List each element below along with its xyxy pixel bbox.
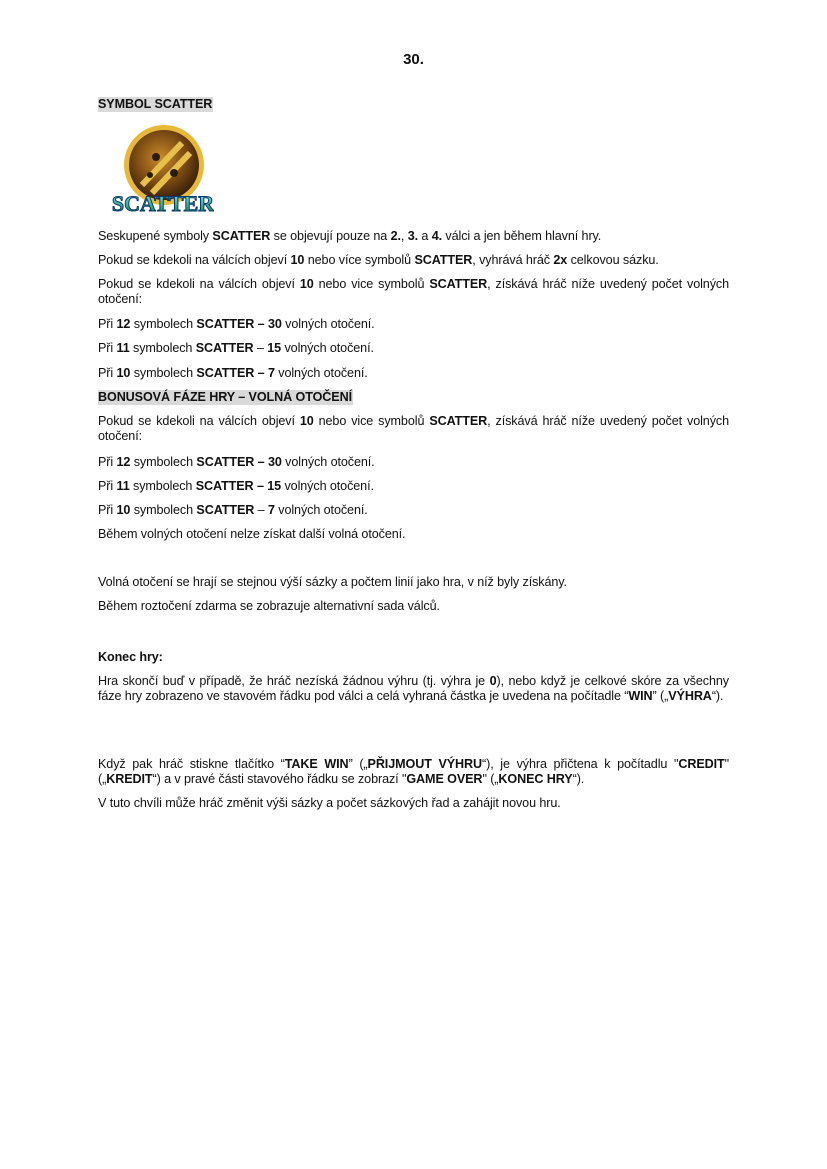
bold-text: SCATTER xyxy=(429,277,488,291)
text: , xyxy=(400,229,408,243)
text: – xyxy=(253,341,268,355)
text: celkovou sázku. xyxy=(567,253,659,267)
text: volných otočení. xyxy=(281,317,375,331)
bold-text: 10 xyxy=(299,277,314,291)
text: Při xyxy=(98,317,117,331)
text: symbolech xyxy=(130,503,197,517)
text: Pokud se kdekoli na válcích objeví xyxy=(98,277,300,291)
bold-text: SCATTER – 15 xyxy=(195,479,282,493)
text: V tuto chvíli může hráč změnit výši sázky a počet sázkových řad a zahájit novou hru. xyxy=(98,796,561,810)
text: symbolech xyxy=(129,341,196,355)
bold-text: 10 xyxy=(299,414,314,428)
bold-text: 11 xyxy=(116,479,130,493)
text: “), je výhra přičtena k počítadlu " xyxy=(482,757,679,771)
text: , získává hráč níže uvedený počet volných otočení: xyxy=(98,414,730,443)
text: se objevují pouze na xyxy=(270,229,391,243)
text: Pokud se kdekoli na válcích objeví xyxy=(98,253,291,267)
text: – xyxy=(254,503,268,517)
text: nebo vice symbolů xyxy=(313,277,430,291)
paragraph xyxy=(98,527,729,542)
bold-text: 2. xyxy=(390,229,401,243)
paragraph xyxy=(98,414,729,443)
heading-text: SYMBOL SCATTER xyxy=(98,97,213,111)
text: “) a v pravé části stavového řádku se zobrazí " xyxy=(152,771,407,786)
text: Při xyxy=(98,479,117,493)
text: " („ xyxy=(482,771,499,786)
bold-text: VÝHRA xyxy=(668,688,712,703)
text: volných otočení. xyxy=(281,455,375,469)
bold-text: 10 xyxy=(116,366,131,380)
text: ” („ xyxy=(652,688,669,703)
scatter-logo-text: SCATTER xyxy=(112,191,214,216)
bold-text: SCATTER – 7 xyxy=(196,366,275,380)
bold-text: 4. xyxy=(431,229,443,243)
paragraph xyxy=(98,674,729,703)
bold-text: SCATTER xyxy=(414,253,473,267)
bold-text: 10 xyxy=(290,253,305,267)
bold-text: SCATTER xyxy=(196,503,255,517)
bold-text: 2x xyxy=(553,253,568,267)
bold-text: SCATTER – 30 xyxy=(196,455,282,469)
text: , vyhrává hráč xyxy=(472,253,554,267)
text: , získává hráč níže uvedený počet volných otočení: xyxy=(98,277,730,306)
text: Pokud se kdekoli na válcích objeví xyxy=(98,414,300,428)
section-heading-bonus xyxy=(98,390,729,405)
bold-text: WIN xyxy=(628,688,653,703)
text: válci a jen během hlavní hry. xyxy=(442,229,602,243)
text: ), nebo když je celkové skóre za všechny fáze hry zobrazeno ve stavovém řádku pod válci a celá vyhraná částka je uvedena na počítadle “ xyxy=(98,674,729,703)
heading-text: BONUSOVÁ FÁZE HRY – VOLNÁ OTOČENÍ xyxy=(98,390,352,404)
text: “). xyxy=(711,688,724,703)
text: symbolech xyxy=(129,479,196,493)
text: volných otočení. xyxy=(274,503,368,517)
bold-text: PŘIJMOUT VÝHRU xyxy=(367,757,483,771)
text: Seskupené symboly xyxy=(98,229,213,243)
bold-text: SCATTER – 30 xyxy=(196,317,282,331)
paragraph xyxy=(98,796,729,811)
text: nebo více symbolů xyxy=(304,253,415,267)
paragraph xyxy=(98,575,729,590)
text: Během roztočení zdarma se zobrazuje alternativní sada válců. xyxy=(98,599,440,613)
paragraph xyxy=(98,277,729,306)
text: Během volných otočení nelze získat další volná otočení. xyxy=(98,527,406,541)
bold-text: SCATTER xyxy=(212,229,271,243)
text: Při xyxy=(98,341,117,355)
bold-text: KONEC HRY xyxy=(498,771,573,786)
text: Hra skončí buď v případě, že hráč nezíská žádnou výhru (tj. výhra je xyxy=(98,674,490,688)
text: ” („ xyxy=(348,757,368,771)
scatter-symbol-icon xyxy=(112,123,214,218)
paragraph xyxy=(98,599,729,614)
bold-text: SCATTER xyxy=(195,341,254,355)
bold-text: CREDIT xyxy=(678,757,725,771)
bold-text: KREDIT xyxy=(106,771,153,786)
section-heading-end: Konec hry: xyxy=(98,650,163,664)
text: Při xyxy=(98,366,117,380)
text: symbolech xyxy=(130,366,197,380)
list-item xyxy=(98,455,729,470)
text: Volná otočení se hrají se stejnou výší sázky a počtem linií jako hra, v níž byly získány. xyxy=(98,575,567,589)
text: “). xyxy=(572,771,585,786)
bold-text: GAME OVER xyxy=(406,771,483,786)
section-heading-symbol-scatter xyxy=(98,97,729,112)
paragraph xyxy=(98,757,729,786)
bold-text: 0 xyxy=(489,674,497,688)
bold-text: 3. xyxy=(407,229,419,243)
bold-text: 12 xyxy=(116,317,131,331)
text: Při xyxy=(98,503,117,517)
bold-text: 15 xyxy=(267,341,282,355)
bold-text: 7 xyxy=(267,503,275,517)
text: nebo vice symbolů xyxy=(313,414,430,428)
text: a xyxy=(418,229,432,243)
paragraph xyxy=(98,253,729,268)
text: Když pak hráč stiskne tlačítko “ xyxy=(98,757,285,771)
text: volných otočení. xyxy=(274,366,368,380)
text: symbolech xyxy=(130,317,197,331)
paragraph xyxy=(98,229,729,244)
list-item xyxy=(98,503,729,518)
bold-text: 10 xyxy=(116,503,131,517)
list-item xyxy=(98,366,729,381)
text: " („ xyxy=(98,757,729,786)
text: symbolech xyxy=(130,455,197,469)
page-number: 30. xyxy=(403,51,424,68)
text: volných otočení. xyxy=(281,341,374,355)
list-item xyxy=(98,341,729,356)
bold-text: TAKE WIN xyxy=(284,757,349,771)
bold-text: 11 xyxy=(116,341,130,355)
text: volných otočení. xyxy=(281,479,374,493)
list-item xyxy=(98,317,729,332)
list-item xyxy=(98,479,729,494)
text: Při xyxy=(98,455,117,469)
bold-text: SCATTER xyxy=(429,414,488,428)
bold-text: 12 xyxy=(116,455,131,469)
